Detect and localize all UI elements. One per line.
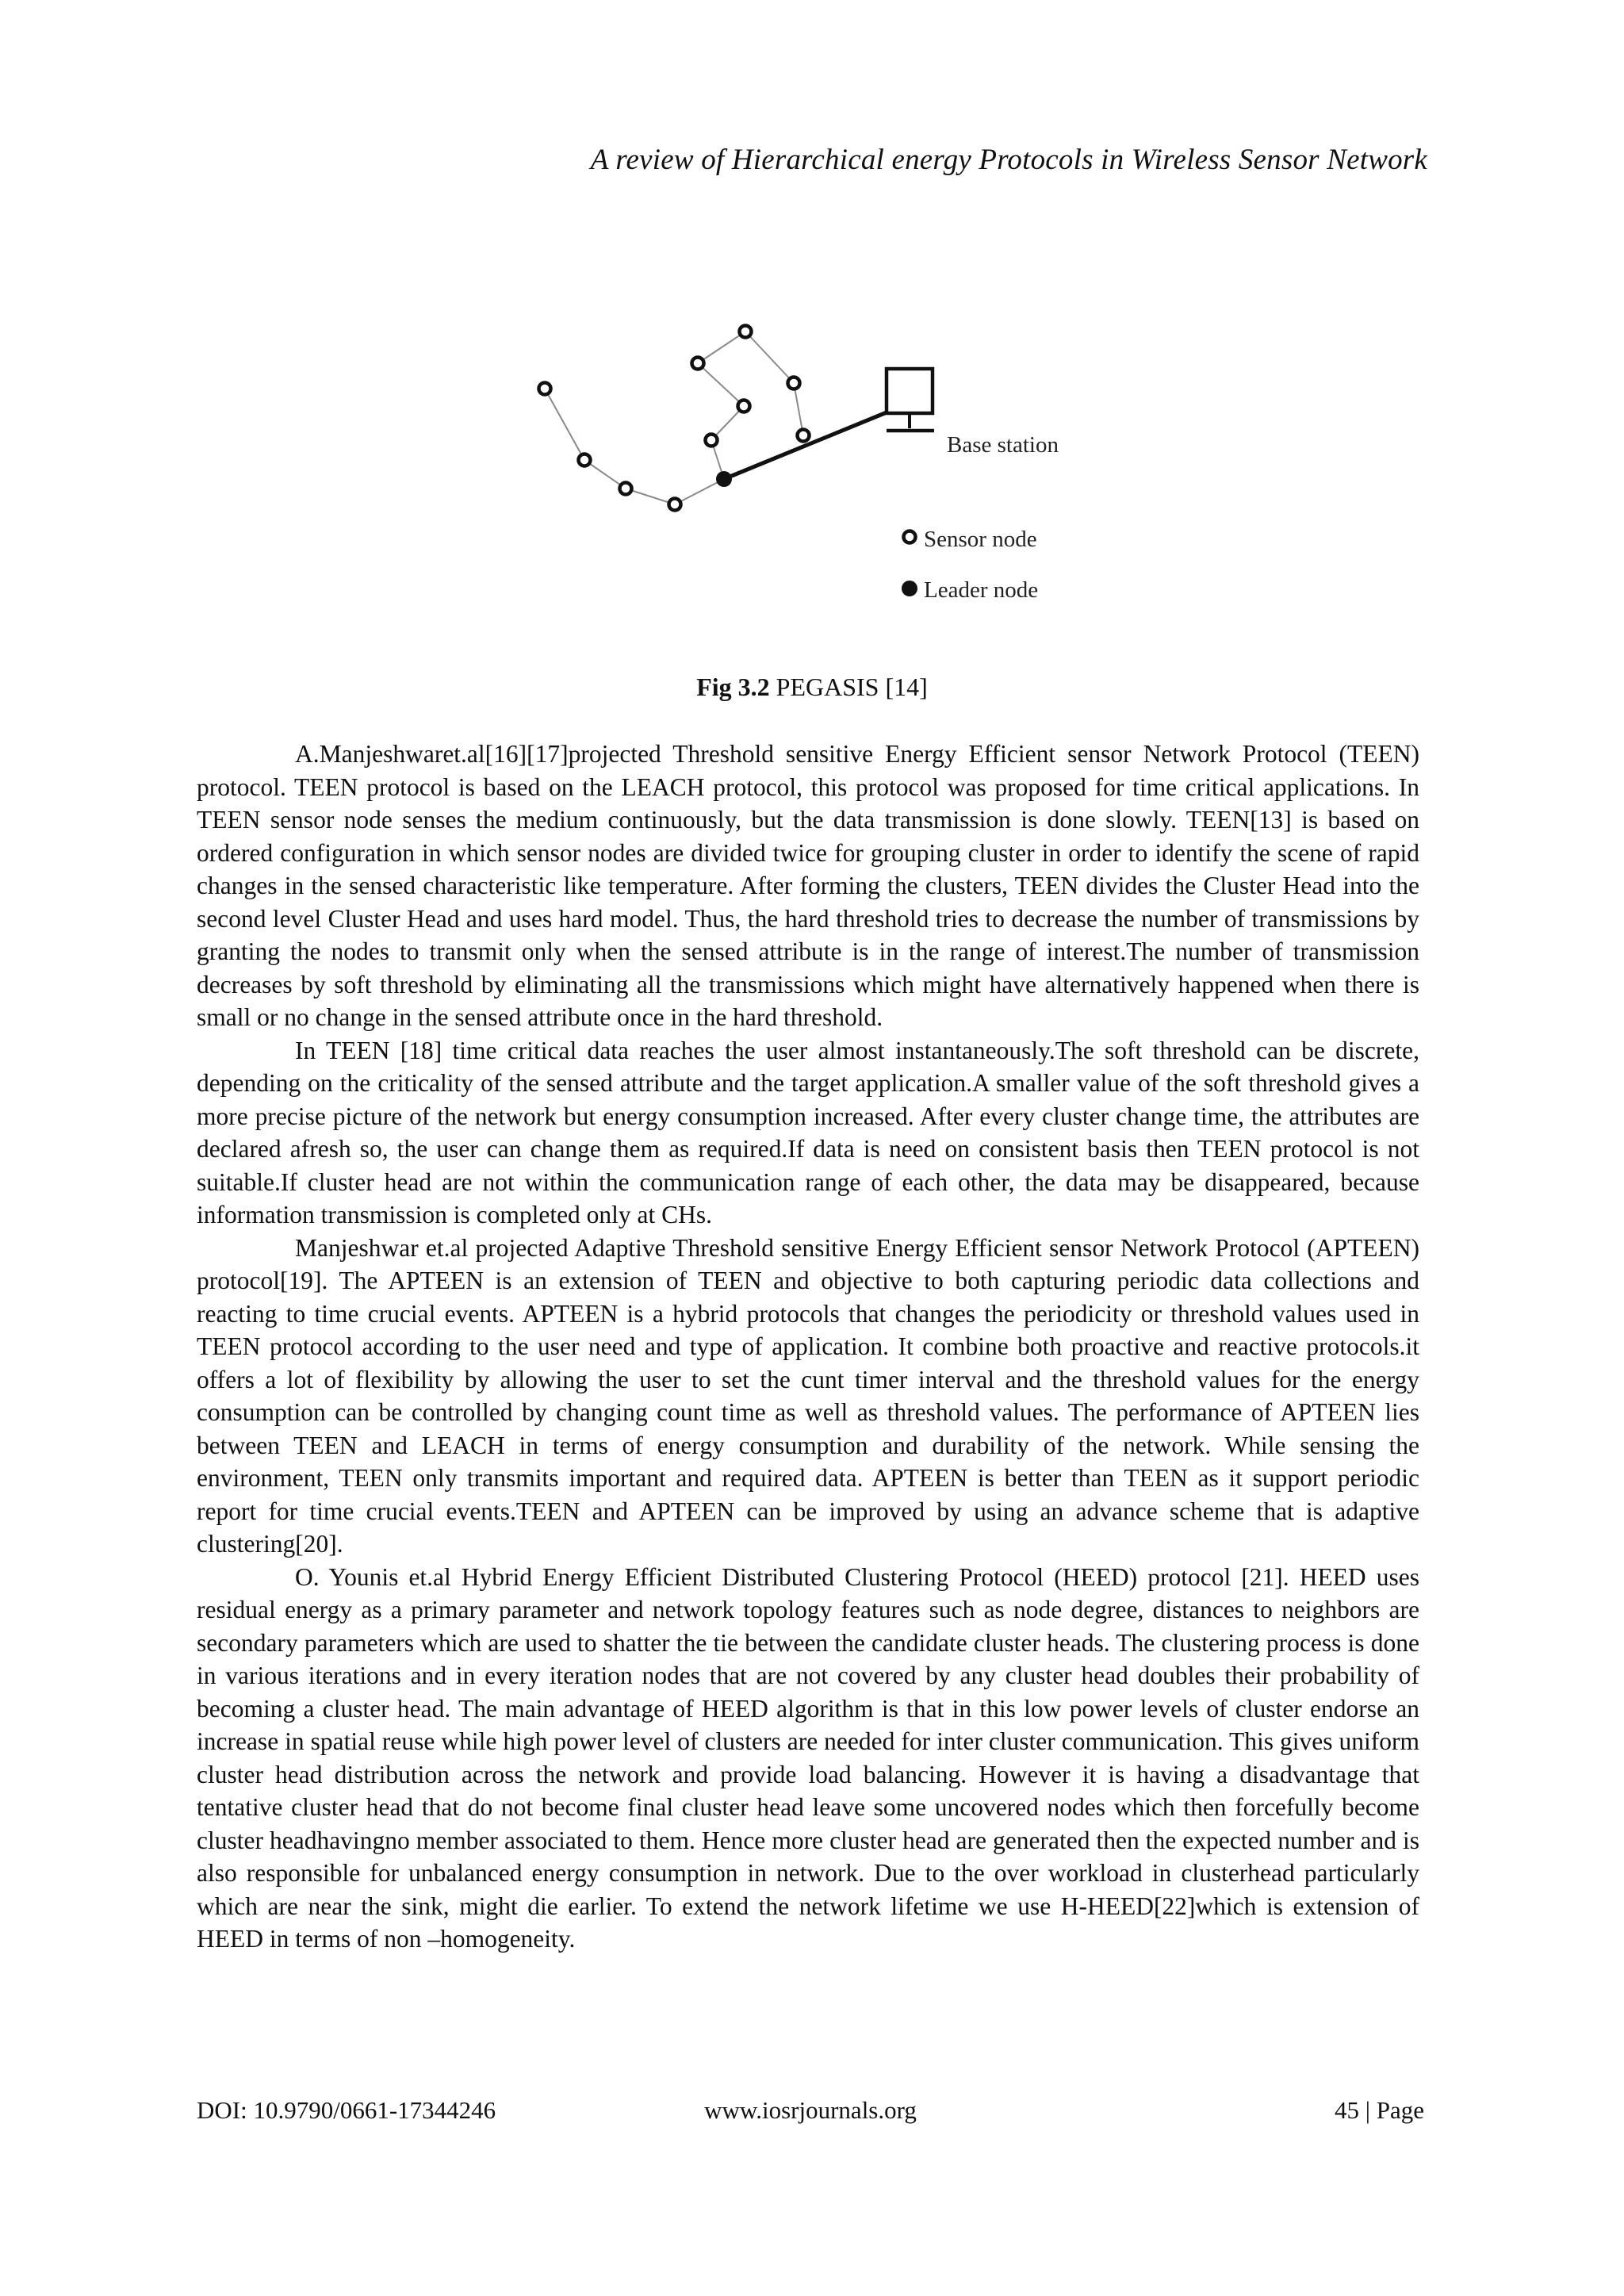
pegasis-figure [0, 301, 1624, 619]
running-header: A review of Hierarchical energy Protocols in Wireless Sensor Network [590, 144, 1427, 176]
sensor-node [579, 454, 591, 466]
sensor-node [539, 383, 551, 395]
leader-node [716, 471, 732, 487]
sensor-node [706, 435, 718, 447]
figure-caption [0, 673, 1624, 702]
legend-leader-icon [902, 581, 917, 596]
base-station-label: Base station [947, 432, 1059, 458]
pegasis-chain-diagram [0, 301, 1624, 619]
page-footer [197, 2096, 1424, 2128]
sensor-nodes [539, 326, 810, 511]
sensor-node [798, 430, 810, 442]
sensor-node [788, 378, 800, 389]
sensor-node [740, 326, 752, 338]
paragraph-apteen: Manjeshwar et.al projected Adaptive Threshold sensitive Energy Efficient sensor Network Protocol (APTEEN) protocol[19]. The APTEEN is an extension of TEEN and objective to both capturing periodic data collections and reacting to time crucial events. APTEEN is a hybrid protocols that changes the periodicity or threshold values used in TEEN protocol according to the user need and type of application. It combine both proactive and reactive protocols.it offers a lot of flexibility by allowing the user to set the cunt timer interval and the threshold values for the energy consumption can be controlled by changing count time as well as threshold values. The performance of APTEEN lies between TEEN and LEACH in terms of energy consumption and durability of the network. While sensing the environment, TEEN only transmits important and required data. APTEEN is better than TEEN as it support periodic report for time crucial events.TEEN and APTEEN can be improved by using an advance scheme that is adaptive clustering[20]. [197, 1233, 1419, 1558]
body-text [197, 738, 1419, 1956]
sensor-node [669, 499, 681, 511]
footer-website: www.iosrjournals.org [704, 2096, 917, 2124]
footer-doi: DOI: 10.9790/0661-17344246 [197, 2096, 496, 2124]
footer-page-number: 45 | Page [1335, 2096, 1424, 2124]
leader-to-base-link [724, 412, 887, 479]
base-station-icon [887, 369, 934, 431]
caption-label: Fig 3.2 [696, 673, 770, 701]
paragraph-heed: O. Younis et.al Hybrid Energy Efficient Distributed Clustering Protocol (HEED) protocol [21]. HEED uses residual energy as a primary parameter and network topology features such as node degree, distances to neighbors are secondary parameters which are used to shatter the tie between the candidate cluster heads. The clustering process is done in various iterations and in every iteration nodes that are not covered by any cluster head doubles their probability of becoming a cluster head. The main advantage of HEED algorithm is that in this low power levels of cluster endorse an increase in spatial reuse while high power level of clusters are needed for inter cluster communication. This gives uniform cluster head distribution across the network and provide load balancing. However it is having a disadvantage that tentative cluster head that do not become final cluster head leave some uncovered nodes which then forcefully become cluster headhavingno member associated to them. Hence more cluster head are generated then the expected number and is also responsible for unbalanced energy consumption in network. Due to the over workload in clusterhead particularly which are near the sink, might die earlier. To extend the network lifetime we use H-HEED[22]which is extension of HEED in terms of non –homogeneity. [197, 1562, 1419, 1953]
caption-text: PEGASIS [14] [769, 673, 928, 701]
legend-leader-label: Leader node [924, 577, 1039, 603]
sensor-node [620, 483, 632, 495]
legend-sensor-label: Sensor node [924, 527, 1037, 552]
paragraph-teen: A.Manjeshwaret.al[16][17]projected Threshold sensitive Energy Efficient sensor Network Protocol (TEEN) protocol. TEEN protocol is based on the LEACH protocol, this protocol was proposed for time critical applications. In TEEN sensor node senses the medium continuously, but the data transmission is done slowly. TEEN[13] is based on ordered configuration in which sensor nodes are divided twice for grouping cluster in order to identify the scene of rapid changes in the sensed characteristic like temperature. After forming the clusters, TEEN divides the Cluster Head into the second level Cluster Head and uses hard model. Thus, the hard threshold tries to decrease the number of transmissions by granting the nodes to transmit only when the sensed attribute is in the range of interest.The number of transmission decreases by soft threshold by eliminating all the transmissions which might have alternatively happened when there is small or no change in the sensed attribute once in the hard threshold. [197, 740, 1419, 1031]
sensor-node [738, 401, 750, 412]
sensor-node [692, 358, 704, 370]
chain-links [545, 332, 803, 504]
legend-sensor-icon [904, 531, 916, 543]
paragraph-teen-threshold: In TEEN [18] time critical data reaches the user almost instantaneously.The soft threshold can be discrete, depending on the criticality of the sensed attribute and the target application.A smaller value of the soft threshold gives a more precise picture of the network but energy consumption increased. After every cluster change time, the attributes are declared afresh so, the user can change them as required.If data is need on consistent basis then TEEN protocol is not suitable.If cluster head are not within the communication range of each other, the data may be disappeared, because information transmission is completed only at CHs. [197, 1036, 1419, 1228]
